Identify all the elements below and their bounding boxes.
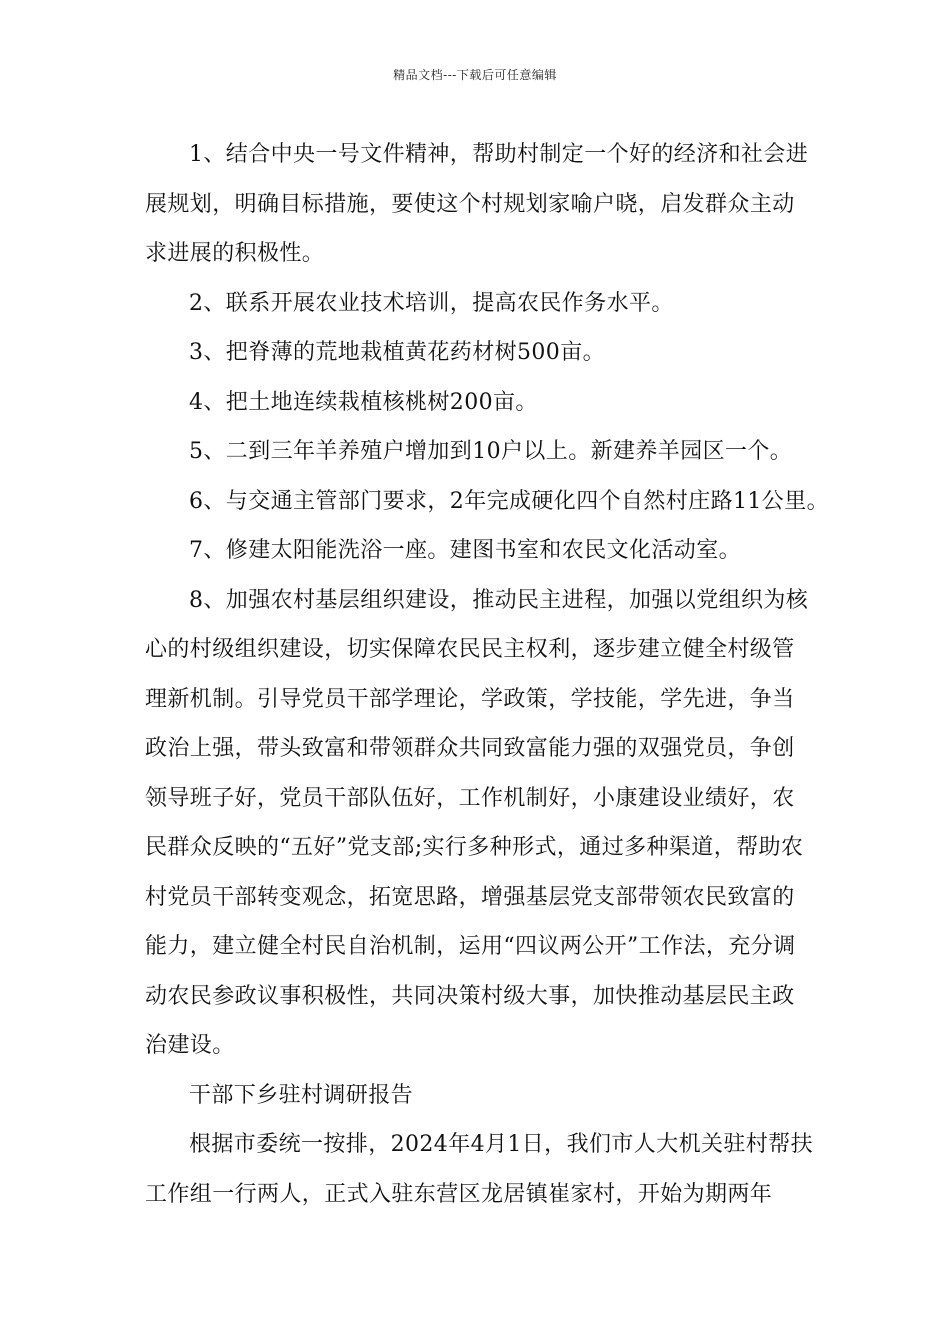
- paragraph-item-2: 2、联系开展农业技术培训，提高农民作务水平。: [189, 290, 674, 316]
- paragraph-item-5: 5、二到三年羊养殖户增加到10户以上。新建养羊园区一个。: [189, 439, 793, 464]
- paragraph-item-6: 6、与交通主管部门要求，2年完成硬化四个自然村庄路11公里。: [189, 488, 829, 514]
- paragraph-item-1: 1、结合中央一号文件精神，帮助村制定一个好的经济和社会进展规划，明确目标措施，要使这个村规划家喻户晓，启发群众主动求进展的积极性。: [145, 142, 809, 266]
- paragraph-report-intro: 根据市委统一按排，2024年4月1日，我们市人大机关驻村帮扶工作组一行两人，正式入驻东营区龙居镇崔家村，开始为期两年: [145, 1132, 813, 1207]
- paragraph-item-3: 3、把脊薄的荒地栽植黄花药材树500亩。: [189, 340, 605, 365]
- document-body: [145, 130, 829, 1219]
- paragraph-item-4: 4、把土地连续栽植核桃树200亩。: [189, 389, 538, 415]
- paragraph-item-8: 8、加强农村基层组织建设，推动民主进程，加强以党组织为核心的村级组织建设，切实保障农民民主权利，逐步建立健全村级管理新机制。引导党员干部学理论，学政策，学技能，学先进，争当政治上强，带头致富和带领群众共同致富能力强的双强党员，争创领导班子好，党员干部队伍好，工作机制好，小康建设业绩好，农民群众反映的“五好”党支部;实行多种形式，通过多种渠道，帮助农村党员干部转变观念，拓宽思路，增强基层党支部带领农民致富的能力，建立健全村民自治机制，运用“四议两公开”工作法，充分调动农民参政议事积极性，共同决策村级大事，加快推动基层民主政治建设。: [145, 587, 809, 1058]
- page-header: 精品文档---下载后可任意编辑: [393, 68, 557, 82]
- paragraph-item-7: 7、修建太阳能洗浴一座。建图书室和农民文化活动室。: [189, 538, 741, 563]
- section-heading: 干部下乡驻村调研报告: [189, 1082, 414, 1108]
